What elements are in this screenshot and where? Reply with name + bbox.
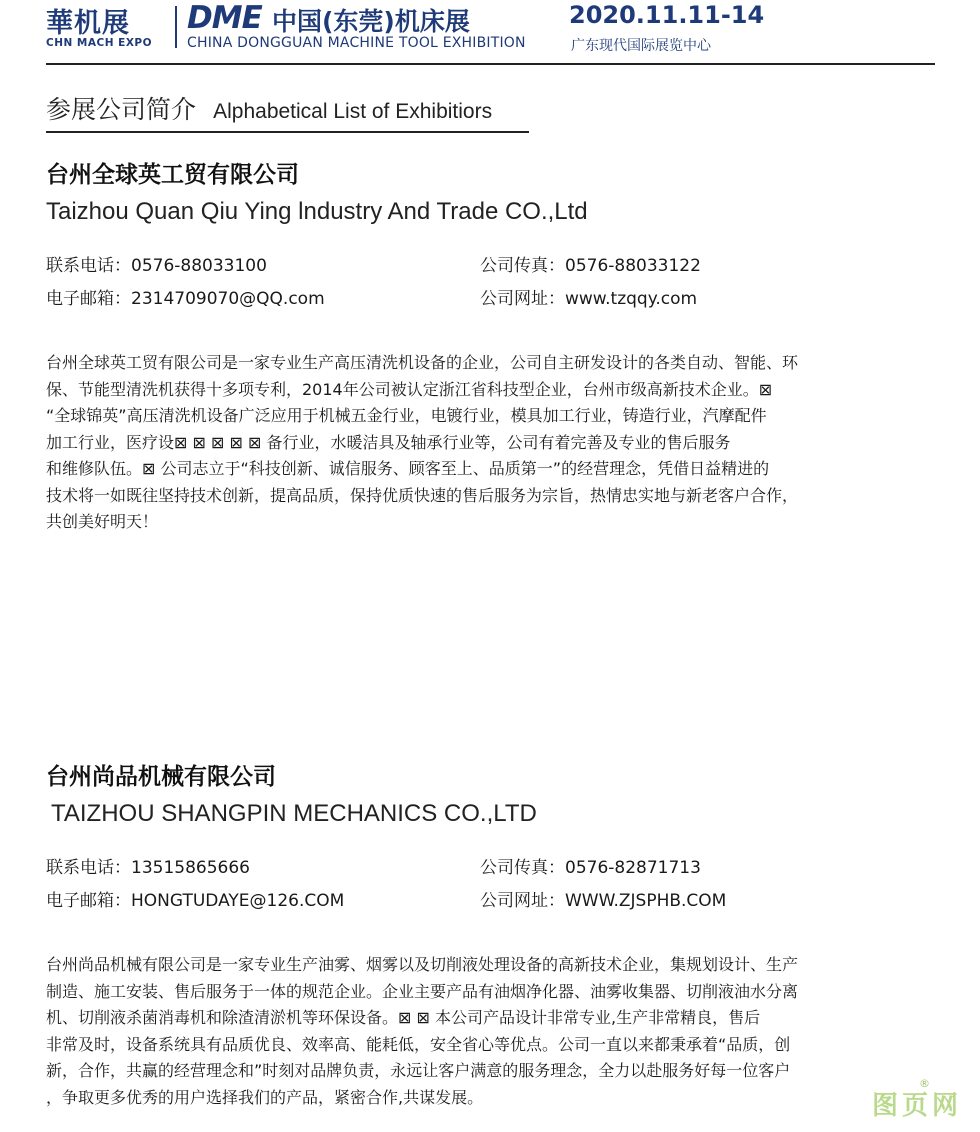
company-entry: [46, 760, 936, 1111]
expo-logo-cn: 華机展: [46, 8, 130, 39]
fax-text: 公司传真：0576-82871713: [480, 858, 701, 878]
section-title-cn: 参展公司简介: [46, 95, 197, 124]
expo-logo-en: CHN MACH EXPO: [46, 37, 153, 49]
description-line: 和维修队伍。⊠ 公司志立于“科技创新、诚信服务、顾客至上、品质第一”的经营理念，凭借日益精进的: [46, 459, 770, 478]
description-line: 机、切削液杀菌消毒机和除渣清淤机等环保设备。⊠ ⊠ 本公司产品设计非常专业,生产非常精良，售后: [46, 1008, 761, 1027]
email-text: 电子邮箱：2314709070@QQ.com: [46, 289, 325, 309]
logo-divider: [175, 6, 177, 48]
phone-text: 联系电话：13515865666: [46, 858, 250, 878]
company-name-cn: 台州全球英工贸有限公司: [46, 162, 299, 188]
description-line: “全球锦英”高压清洗机设备广泛应用于机械五金行业，电镀行业，模具加工行业，铸造行业，汽摩配件: [46, 406, 767, 425]
contact-row: [46, 283, 936, 316]
description-line: 加工行业，医疗设⊠ ⊠ ⊠ ⊠ ⊠ 备行业，水暖洁具及轴承行业等，公司有着完善及专业的售后服务: [46, 432, 731, 452]
expo-venue: 广东现代国际展览中心: [571, 38, 711, 54]
fax-text: 公司传真：0576-88033122: [480, 256, 701, 276]
expo-title-en: CHINA DONGGUAN MACHINE TOOL EXHIBITION: [187, 35, 526, 51]
email-text: 电子邮箱：HONGTUDAYE@126.COM: [46, 891, 345, 911]
contact-row: [46, 852, 936, 885]
description-line: 共创美好明天！: [46, 512, 159, 531]
description-line: 非常及时，设备系统具有品质优良、效率高、能耗低，安全省心等优点。公司一直以来都秉承着“品质，创: [46, 1034, 791, 1054]
description-line: 台州尚品机械有限公司是一家专业生产油雾、烟雾以及切削液处理设备的高新技术企业，集规划设计、生产: [46, 955, 799, 974]
website-text: 公司网址：WWW.ZJSPHB.COM: [480, 891, 727, 911]
company-name-en: Taizhou Quan Qiu Ying lndustry And Trade CO.,Ltd: [46, 198, 588, 225]
description-line: 台州全球英工贸有限公司是一家专业生产高压清洗机设备的企业，公司自主研发设计的各类自动、智能、环: [46, 353, 799, 372]
expo-title-cn: 中国(东莞)机床展: [272, 7, 470, 36]
contact-info: [46, 250, 936, 316]
contact-row: [46, 885, 936, 918]
website-text: 公司网址：www.tzqqy.com: [480, 289, 698, 309]
phone-text: 联系电话：0576-88033100: [46, 256, 267, 276]
dme-logo: DME: [187, 0, 262, 36]
contact-row: [46, 250, 936, 283]
section-title-en: Alphabetical List of Exhibitiors: [213, 100, 493, 123]
section-underline: [46, 131, 529, 133]
watermark-registered-mark: ®: [919, 1077, 930, 1090]
company-description: [46, 350, 936, 536]
company-name-cn: 台州尚品机械有限公司: [46, 764, 276, 790]
description-line: 技术将一如既往坚持技术创新，提高品质，保持优质快速的售后服务为宗旨，热情忠实地与新老客户合作，: [46, 485, 799, 505]
section-title: [46, 90, 492, 126]
expo-date: 2020.11.11-14: [569, 1, 765, 29]
expo-header: [46, 0, 934, 64]
description-line: 新，合作，共赢的经营理念和”时刻对品牌负责，永远让客户满意的服务理念，全力以赴服务好每一位客户: [46, 1061, 791, 1080]
company-name-en: TAIZHOU SHANGPIN MECHANICS CO.,LTD: [51, 800, 537, 827]
description-line: 制造、施工安装、售后服务于一体的规范企业。企业主要产品有油烟净化器、油雾收集器、切削液油水分离: [46, 981, 799, 1001]
company-description: [46, 952, 936, 1111]
description-line: ，争取更多优秀的用户选择我们的产品，紧密合作,共谋发展。: [46, 1087, 484, 1107]
watermark-logo: 图页网: [871, 1091, 962, 1121]
description-line: 保、节能型清洗机获得十多项专利，2014年公司被认定浙江省科技型企业，台州市级高新技术企业。⊠: [46, 379, 773, 399]
company-entry: [46, 158, 936, 536]
header-divider: [46, 63, 935, 65]
contact-info: [46, 852, 936, 918]
